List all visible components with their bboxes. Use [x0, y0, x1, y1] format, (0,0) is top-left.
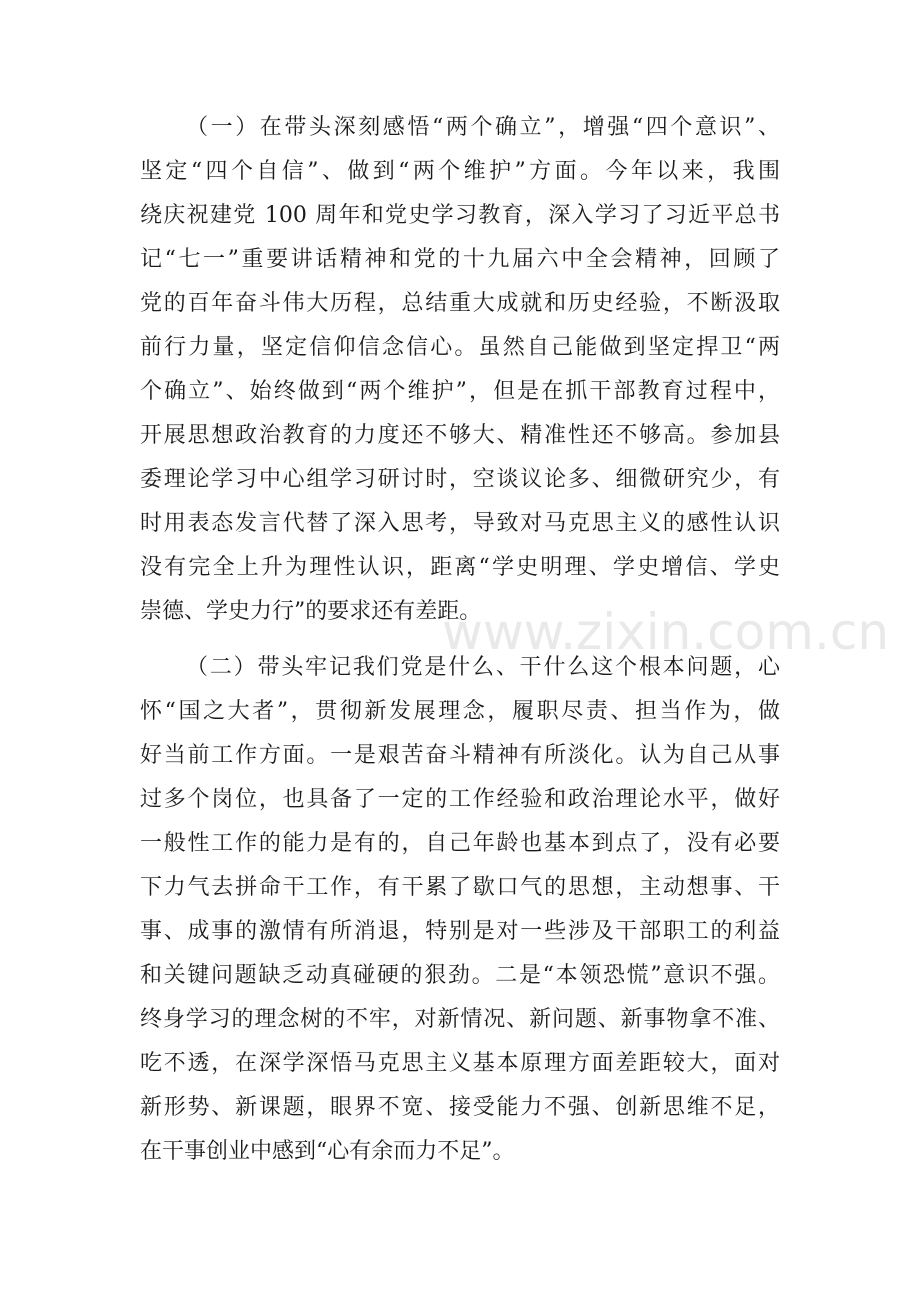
- paragraph-1-line-12: 崇德、学史力行”的要求还有差距。: [140, 599, 482, 624]
- paragraph-1-line-1: （一）在带头深刻感悟“两个确立”，增强“四个意识”、: [186, 115, 780, 140]
- paragraph-2-line-8: 和关键问题缺乏动真碰硬的狠劲。二是“本领恐慌”意识不强。: [140, 963, 780, 988]
- paragraph-1-line-4: 记“七一”重要讲话精神和党的十九届六中全会精神，回顾了: [140, 247, 780, 272]
- paragraph-1-line-10: 时用表态发言代替了深入思考，导致对马克思主义的感性认识: [140, 511, 780, 536]
- paragraph-2-line-4: 过多个岗位，也具备了一定的工作经验和政治理论水平，做好: [140, 787, 780, 812]
- paragraph-2-line-9: 终身学习的理念树的不牢，对新情况、新问题、新事物拿不准、: [140, 1007, 780, 1032]
- paragraph-1-line-6: 前行力量，坚定信仰信念信心。虽然自己能做到坚定捍卫“两: [140, 335, 780, 360]
- paragraph-2-line-6: 下力气去拼命干工作，有干累了歇口气的思想，主动想事、干: [140, 875, 780, 900]
- paragraph-1-line-7: 个确立”、始终做到“两个维护”，但是在抓干部教育过程中，: [140, 379, 780, 404]
- paragraph-1-line-8: 开展思想政治教育的力度还不够大、精准性还不够高。参加县: [140, 423, 780, 448]
- paragraph-1-line-11: 没有完全上升为理性认识，距离“学史明理、学史增信、学史: [140, 555, 780, 580]
- paragraph-1-line-3: 绕庆祝建党 100 周年和党史学习教育，深入学习了习近平总书: [140, 203, 780, 228]
- paragraph-2-line-5: 一般性工作的能力是有的，自己年龄也基本到点了，没有必要: [140, 831, 780, 856]
- paragraph-1-line-2: 坚定“四个自信”、做到“两个维护”方面。今年以来，我围: [140, 159, 780, 184]
- paragraph-2-line-10: 吃不透，在深学深悟马克思主义基本原理方面差距较大，面对: [140, 1051, 780, 1076]
- paragraph-1-line-5: 党的百年奋斗伟大历程，总结重大成就和历史经验，不断汲取: [140, 291, 780, 316]
- paragraph-1-line-9: 委理论学习中心组学习研讨时，空谈议论多、细微研究少，有: [140, 467, 780, 492]
- watermark: www.zixin.com.cn: [442, 603, 890, 661]
- paragraph-2-line-11: 新形势、新课题，眼界不宽、接受能力不强、创新思维不足，: [140, 1095, 780, 1120]
- paragraph-2-line-12: 在干事创业中感到“心有余而力不足”。: [140, 1139, 515, 1164]
- paragraph-2-line-1: （二）带头牢记我们党是什么、干什么这个根本问题，心: [186, 655, 780, 680]
- paragraph-2-line-7: 事、成事的激情有所消退，特别是对一些涉及干部职工的利益: [140, 919, 780, 944]
- paragraph-2-line-3: 好当前工作方面。一是艰苦奋斗精神有所淡化。认为自己从事: [140, 743, 780, 768]
- paragraph-2-line-2: 怀“国之大者”，贯彻新发展理念，履职尽责、担当作为，做: [140, 699, 780, 724]
